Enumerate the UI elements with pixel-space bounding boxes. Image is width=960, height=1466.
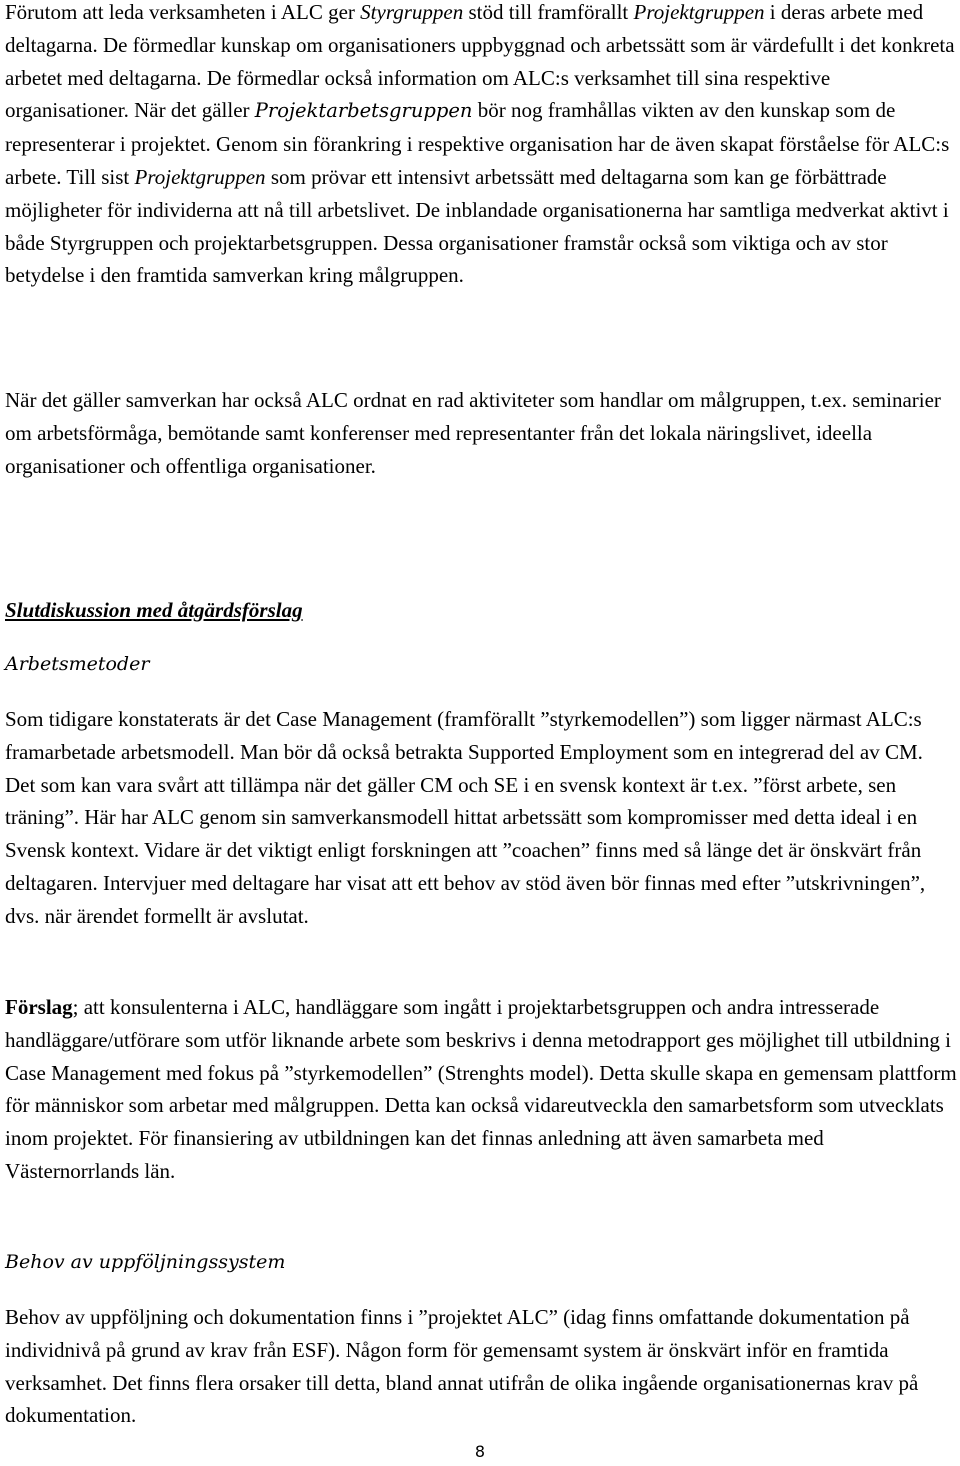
paragraph-uppfoljning: Behov av uppföljning och dokumentation finns i ”projektet ALC” (idag finns omfattande dokumentation på individnivå på grund av krav från ESF). Någon form för gemensamt system är önskvärt inför en framtida verksamhet. Det finns flera orsaker till detta, bland annat utifrån de olika ingående organisationernas krav på dokumentation. xyxy=(5,1305,919,1428)
emphasis-styrgruppen: Styrgruppen xyxy=(360,0,464,24)
paragraph-text: i deras arbete med deltagarna. De förmedlar kunskap om organisationers uppbyggnad och arbetssätt som är värdefullt i det konkreta arbetet med deltagarna. De förmedlar också information om ALC:s verksamhet till sina respektive organisationer. När det gäller xyxy=(5,0,955,123)
paragraph-organisation-roles xyxy=(5,0,957,292)
emphasis-projektarbetsgruppen: Projektarbetsgruppen xyxy=(254,99,473,123)
paragraph-text: som prövar ett intensivt arbetssätt med deltagarna som kan ge förbättrade möjligheter för individerna att nå till arbetslivet. De inblandade organisationerna har samtliga medverkat aktivt i både Styrgruppen och projektarbetsgruppen. Dessa organisationer framstår också som viktiga och av stor betydelse i den framtida samverkan kring målgruppen. xyxy=(5,164,949,288)
paragraph-forslag xyxy=(5,991,957,1188)
paragraph-case-management: Som tidigare konstaterats är det Case Management (framförallt ”styrkemodellen”) som ligger närmast ALC:s framarbetade arbetsmodell. Man bör då också betrakta Supported Employment som en integrerad del av CM. Det som kan vara svårt att tillämpa när det gäller CM och SE i en svensk kontext är t.ex. ”först arbete, sen träning”. Här har ALC genom sin samverkansmodell hittat arbetssätt som kompromisser med detta ideal i en Svensk kontext. Vidare är det viktigt enligt forskningen att ”coachen” finns med så länge det är önskvärt från deltagaren. Intervjuer med deltagare har visat att ett behov av stöd även bör finnas med efter ”utskrivningen”, dvs. när ärendet formellt är avslutat. xyxy=(5,707,926,928)
paragraph-samverkan: När det gäller samverkan har också ALC ordnat en rad aktiviteter som handlar om målgruppen, t.ex. seminarier om arbetsförmåga, bemötande samt konferenser med representanter från det lokala näringslivet, ideella organisationer och offentliga organisationer. xyxy=(5,388,941,478)
paragraph-text: ; att konsulenterna i ALC, handläggare som ingått i projektarbetsgruppen och andra intresserade handläggare/utförare som utför liknande arbete som beskrivs i denna metodrapport ges möjlighet till utbildning i Case Management med fokus på ”styrkemodellen” (Strenghts model). Detta skulle skapa en gemensam plattform för människor som arbetar med målgruppen. Detta kan också vidareutveckla den samarbetsform som utvecklats inom projektet. För finansiering av utbildningen kan det finnas anledning att även samarbeta med Västernorrlands län. xyxy=(5,995,957,1183)
forslag-label: Förslag xyxy=(5,995,73,1019)
paragraph-text: Förutom att leda verksamheten i ALC ger xyxy=(5,0,361,24)
page-number: 8 xyxy=(474,1442,486,1461)
section-heading: Slutdiskussion med åtgärdsförslag xyxy=(5,598,303,622)
subheading-arbetsmetoder: Arbetsmetoder xyxy=(5,653,150,675)
paragraph-text: stöd till framförallt xyxy=(463,0,634,24)
paragraph-text: bör nog framhållas vikten av den kunskap som de representerar i projektet. Genom sin förankring i respektive organisation har de även skapat förståelse för ALC:s arbete. Till sist xyxy=(5,98,950,189)
subheading-uppfoljningssystem: Behov av uppföljningssystem xyxy=(5,1251,286,1273)
emphasis-projektgruppen: Projektgruppen xyxy=(134,164,266,189)
emphasis-projektgruppen: Projektgruppen xyxy=(633,0,765,24)
